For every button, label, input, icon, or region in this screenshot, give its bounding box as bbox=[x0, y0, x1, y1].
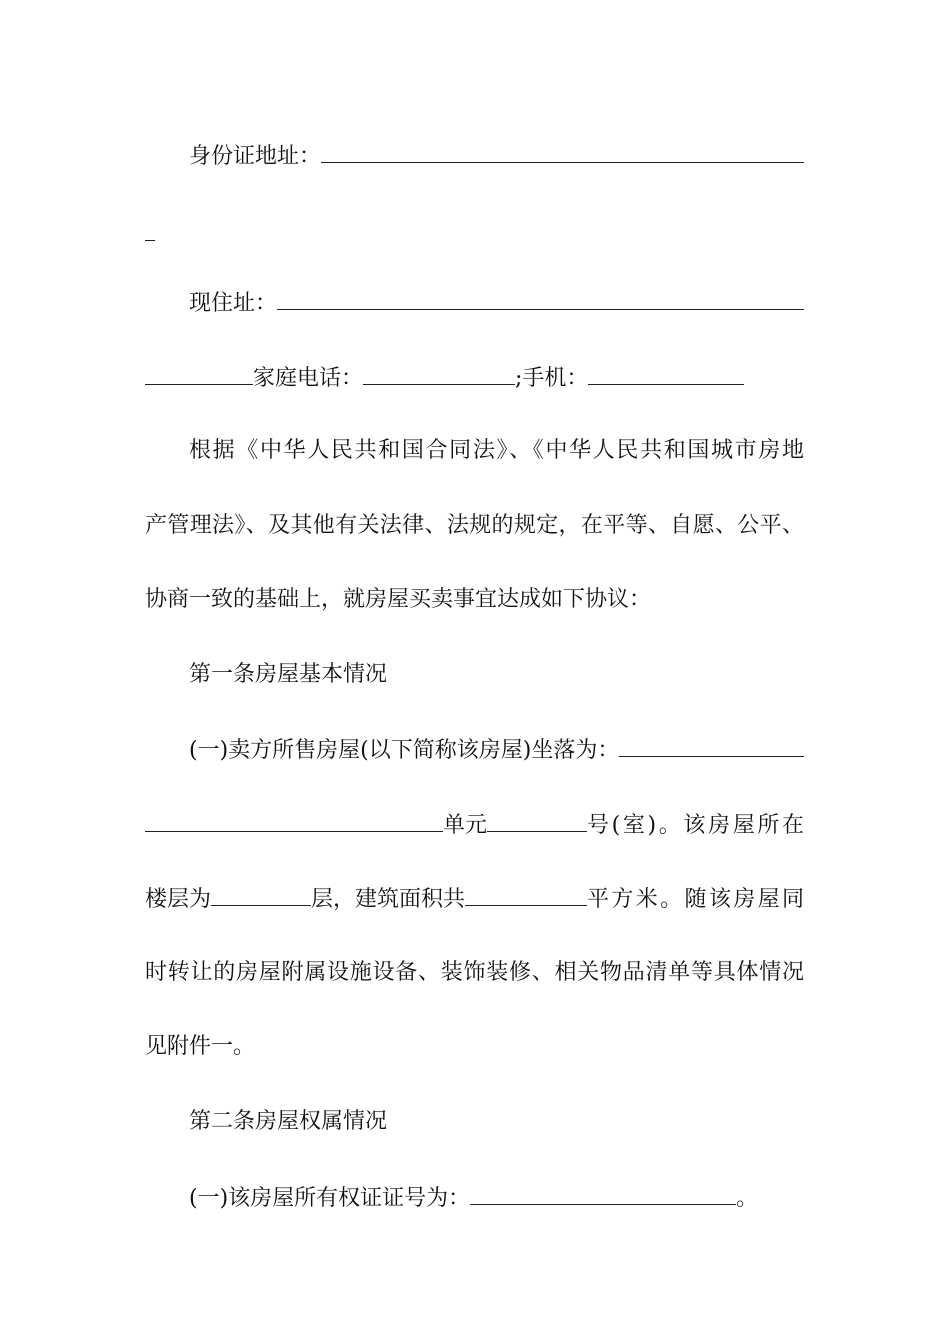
current-address-line bbox=[145, 287, 804, 317]
article-1-line-5: 见附件一。 bbox=[145, 1034, 256, 1059]
id-address-line bbox=[145, 140, 804, 170]
home-phone-blank[interactable] bbox=[363, 362, 515, 385]
certificate-label: (一)该房屋所有权证证号为： bbox=[189, 1186, 471, 1211]
current-address-blank[interactable] bbox=[277, 287, 804, 310]
certificate-number-blank[interactable] bbox=[470, 1182, 736, 1205]
article-2-item-1 bbox=[145, 1182, 804, 1212]
floor-blank[interactable] bbox=[211, 883, 311, 906]
article-1-item-1 bbox=[145, 734, 804, 764]
area-suffix: 平方米。随该房屋同 bbox=[587, 887, 804, 912]
mobile-blank[interactable] bbox=[588, 362, 744, 385]
id-address-blank-continued[interactable] bbox=[145, 218, 155, 241]
room-label: 号(室)。该房屋所在 bbox=[587, 813, 804, 838]
preamble-line-1: 根据《中华人民共和国合同法》、《中华人民共和国城市房地 bbox=[189, 438, 804, 463]
area-blank[interactable] bbox=[465, 883, 587, 906]
location-blank-continued[interactable] bbox=[145, 809, 443, 832]
room-number-blank[interactable] bbox=[487, 809, 587, 832]
preamble-line-2: 产管理法》、及其他有关法律、法规的规定，在平等、自愿、公平、 bbox=[145, 513, 804, 538]
id-address-blank[interactable] bbox=[321, 140, 804, 163]
article-1-unit-line bbox=[145, 809, 804, 839]
article-1-floor-line bbox=[145, 883, 804, 913]
preamble-line-3: 协商一致的基础上，就房屋买卖事宜达成如下协议： bbox=[145, 587, 652, 612]
mobile-label: ;手机： bbox=[515, 366, 589, 391]
phone-line bbox=[145, 362, 804, 392]
home-phone-label: 家庭电话： bbox=[253, 366, 364, 391]
floor-prefix: 楼层为 bbox=[145, 887, 212, 912]
current-address-label: 现住址： bbox=[189, 291, 278, 316]
article-2-heading: 第二条房屋权属情况 bbox=[189, 1109, 388, 1134]
article-1-line-4: 时转让的房屋附属设施设备、装饰装修、相关物品清单等具体情况 bbox=[145, 960, 804, 985]
location-blank[interactable] bbox=[619, 734, 804, 757]
id-address-label: 身份证地址： bbox=[189, 144, 322, 169]
article-1-heading: 第一条房屋基本情况 bbox=[189, 662, 388, 687]
location-label: (一)卖方所售房屋(以下简称该房屋)坐落为： bbox=[189, 738, 620, 763]
certificate-end: 。 bbox=[736, 1186, 759, 1211]
id-address-continuation bbox=[145, 218, 804, 248]
unit-label: 单元 bbox=[443, 813, 488, 838]
floor-suffix: 层，建筑面积共 bbox=[311, 887, 466, 912]
current-address-blank-continued[interactable] bbox=[145, 362, 253, 385]
